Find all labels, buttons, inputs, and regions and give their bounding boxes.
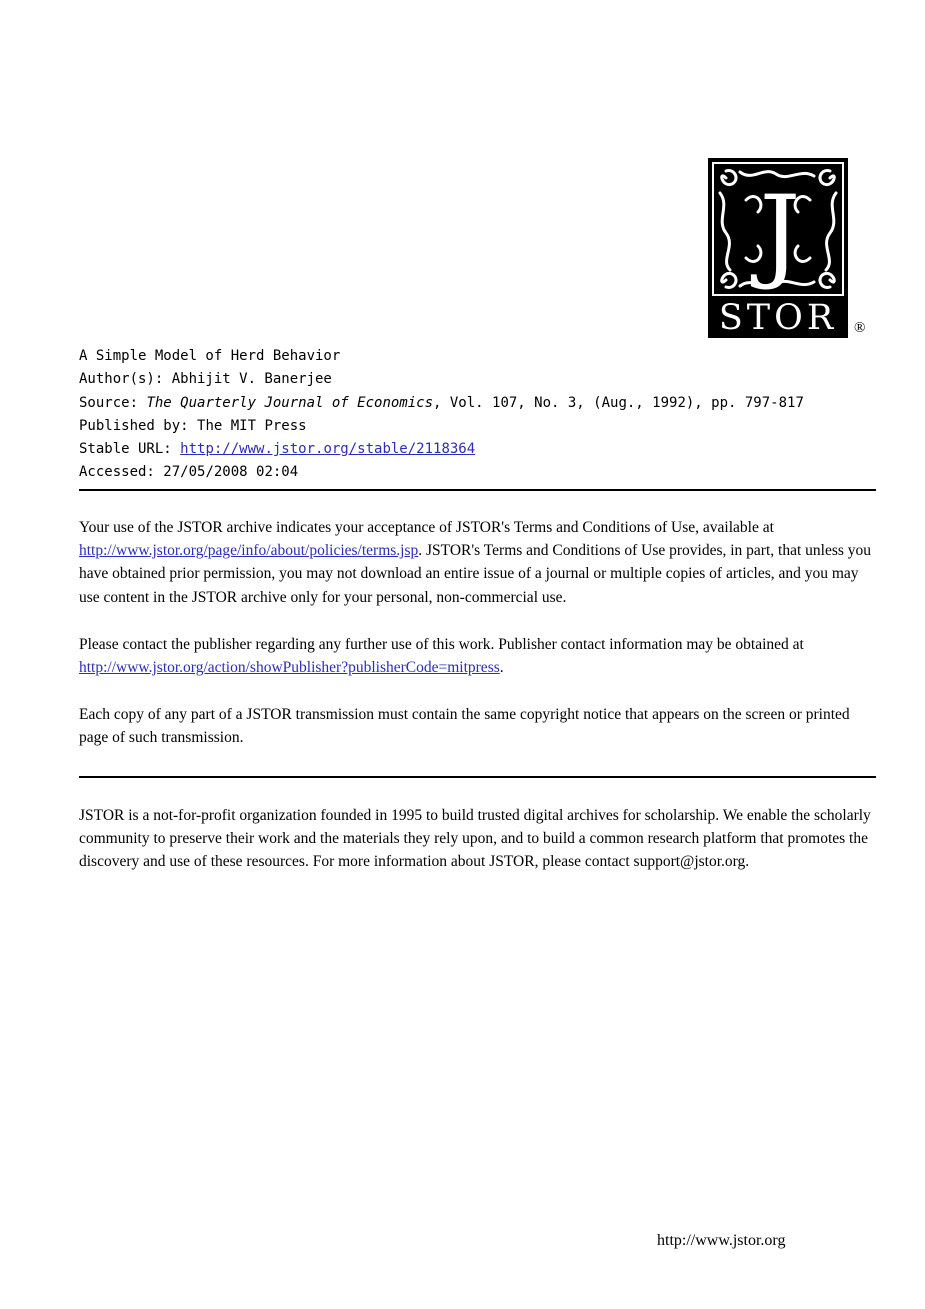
top-divider bbox=[79, 489, 876, 491]
logo-wordmark: STOR bbox=[718, 298, 838, 338]
source-label: Source: bbox=[79, 394, 147, 411]
accessed-value: 27/05/2008 02:04 bbox=[163, 464, 299, 481]
citation-block bbox=[79, 345, 804, 485]
terms-paragraph-2 bbox=[79, 633, 881, 679]
publisher-info-link[interactable]: http://www.jstor.org/action/showPublisher?publisherCode=mitpress bbox=[79, 659, 500, 677]
author-value: Abhijit V. Banerjee bbox=[171, 371, 332, 388]
source-line bbox=[79, 392, 804, 415]
author-line bbox=[79, 368, 804, 391]
terms-policy-link[interactable]: http://www.jstor.org/page/info/about/policies/terms.jsp bbox=[79, 542, 419, 560]
jstor-logo-graphic bbox=[708, 158, 848, 338]
publisher-name: The MIT Press bbox=[197, 417, 307, 434]
logo-letter: J bbox=[759, 174, 801, 293]
terms-paragraph-2-period: . bbox=[499, 659, 504, 677]
terms-paragraph-3: Each copy of any part of a JSTOR transmission must contain the same copyright notice that appears on the screen or printed page of such transmission. bbox=[79, 706, 850, 747]
published-label: Published by: bbox=[79, 417, 198, 434]
about-jstor-paragraph: JSTOR is a not-for-profit organization founded in 1995 to build trusted digital archives for scholarship. We enable the scholarly community to preserve their work and the materials they rely upon, and to build a common research platform that promotes the discovery and use of these resources. For more information about JSTOR, please contact support@jstor.org. bbox=[79, 807, 871, 871]
stable-url-line bbox=[79, 438, 804, 461]
author-label: Author(s): bbox=[79, 371, 172, 388]
terms-paragraph-1-text: Your use of the JSTOR archive indicates your acceptance of JSTOR's Terms and Conditions of Use, available at bbox=[79, 519, 774, 536]
jstor-logo bbox=[708, 158, 878, 343]
jstor-site-url: http://www.jstor.org bbox=[657, 1232, 786, 1249]
registered-trademark-symbol: ® bbox=[854, 320, 866, 336]
published-line bbox=[79, 415, 804, 438]
terms-paragraph-2-text: Please contact the publisher regarding any further use of this work. Publisher contact information may be obtained at bbox=[79, 635, 804, 653]
journal-name: The Quarterly Journal of Economics bbox=[146, 394, 434, 411]
terms-paragraph-1-continued: . JSTOR's Terms and Conditions of Use provides, in part, that unless you have obtained prior permission, you may not download an entire issue of a journal or multiple copies of articles, and you may use content in the JSTOR archive only for your personal, non-commercial use. bbox=[79, 542, 872, 606]
source-detail: , Vol. 107, No. 3, (Aug., 1992), pp. 797-817 bbox=[433, 394, 804, 411]
bottom-divider bbox=[79, 776, 876, 778]
accessed-label: Accessed: bbox=[79, 464, 164, 481]
stable-url-link[interactable]: http://www.jstor.org/stable/2118364 bbox=[180, 441, 476, 458]
terms-paragraph-1 bbox=[79, 516, 881, 609]
stable-url-label: Stable URL: bbox=[79, 441, 181, 458]
accessed-line bbox=[79, 461, 804, 484]
article-title: A Simple Model of Herd Behavior bbox=[79, 348, 341, 364]
terms-section bbox=[79, 516, 881, 750]
